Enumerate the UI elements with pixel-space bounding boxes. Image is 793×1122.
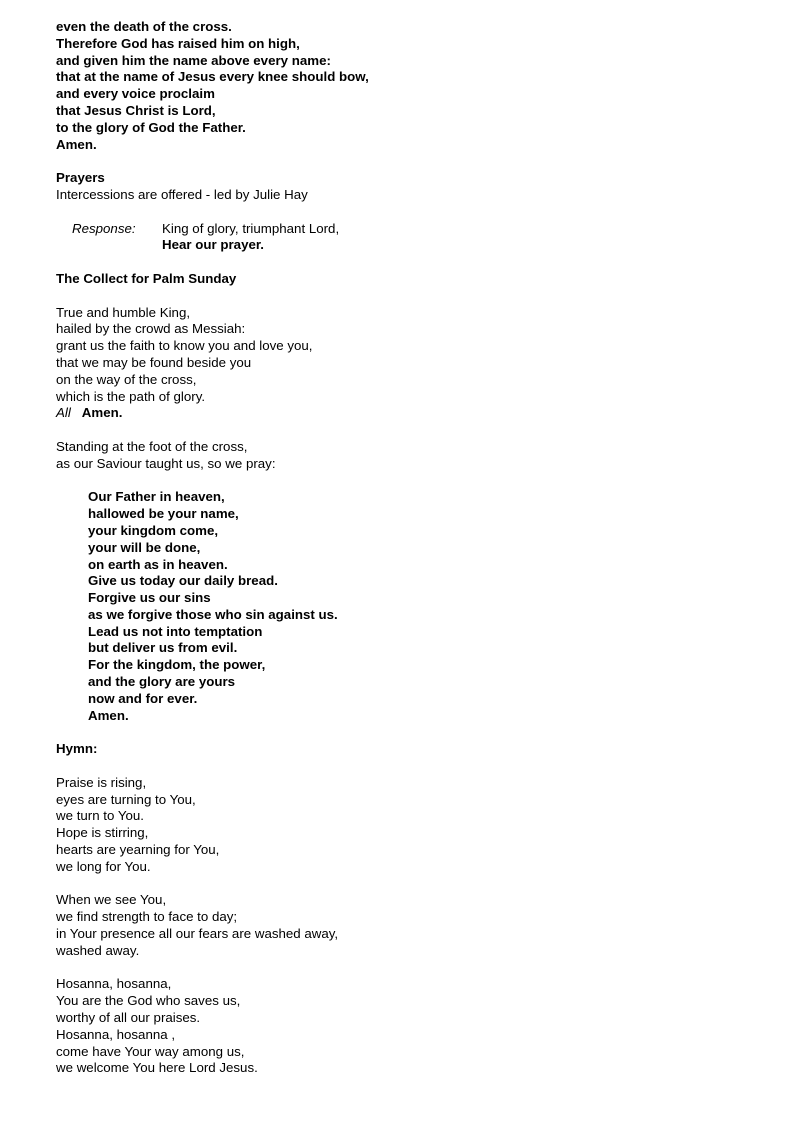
prayers-heading: Prayers [56,170,105,186]
canticle-line: and given him the name above every name: [56,52,331,68]
spacer [56,758,756,775]
hymn-verse-1 [56,775,756,876]
hymn-line: we turn to You. [56,808,144,824]
lords-prayer-line: but deliver us from evil. [88,640,238,656]
hymn-line: we welcome You here Lord Jesus. [56,1060,258,1076]
lords-prayer-line: and the glory are yours [88,674,236,690]
collect-line: on the way of the cross, [56,371,197,387]
lords-prayer-intro: as our Saviour taught us, so we pray: [56,455,276,471]
lords-prayer-line: now and for ever. [88,690,198,706]
collect-line: that we may be found beside you [56,354,252,370]
collect-line: hailed by the crowd as Messiah: [56,321,246,337]
lords-prayer-line: Our Father in heaven, [88,489,225,505]
hymn-line: Hosanna, hosanna, [56,976,172,992]
spacer [56,422,756,439]
lords-prayer-section [56,439,756,725]
spacer [56,960,756,977]
canticle-line: and every voice proclaim [56,86,215,102]
canticle-amen: Amen. [56,136,97,152]
hymn-verse-3 [56,976,756,1077]
collect-amen: Amen. [81,405,123,421]
hymn-line: we find strength to face to day; [56,909,238,925]
response-line-1: King of glory, triumphant Lord, [162,220,340,236]
response-line-2: Hear our prayer. [162,237,264,253]
lords-prayer-amen: Amen. [88,707,129,723]
hymn-line: Hope is stirring, [56,825,149,841]
collect-section [56,271,756,422]
lords-prayer-line: For the kingdom, the power, [88,657,266,673]
canticle-line: that Jesus Christ is Lord, [56,102,216,118]
hymn-line: in Your presence all our fears are washed away, [56,926,339,942]
spacer [56,204,756,221]
spacer [56,153,756,170]
hymn-line: Hosanna, hosanna , [56,1026,176,1042]
hymn-line: Praise is rising, [56,774,147,790]
spacer [56,473,756,490]
canticle-line: even the death of the cross. [56,19,232,34]
lords-prayer-line: your kingdom come, [88,522,219,538]
prayers-subtitle: Intercessions are offered - led by Julie Hay [56,186,308,202]
collect-line: which is the path of glory. [56,388,206,404]
lords-prayer-line: as we forgive those who sin against us. [88,606,338,622]
response-label: Response: [72,220,136,236]
hymn-verse-2 [56,892,756,959]
collect-line: grant us the faith to know you and love you, [56,338,313,354]
collect-heading: The Collect for Palm Sunday [56,270,237,286]
canticle-ending [56,19,756,153]
canticle-line: that at the name of Jesus every knee should bow, [56,69,369,85]
lords-prayer-intro: Standing at the foot of the cross, [56,438,248,454]
lords-prayer-line: your will be done, [88,539,201,555]
lords-prayer-line: Lead us not into temptation [88,623,263,639]
lords-prayer-line: Give us today our daily bread. [88,573,278,589]
hymn-heading: Hymn: [56,741,98,757]
canticle-line: to the glory of God the Father. [56,119,246,135]
prayers-section [56,170,756,254]
hymn-line: You are the God who saves us, [56,993,241,1009]
hymn-line: we long for You. [56,858,151,874]
hymn-line: hearts are yearning for You, [56,842,220,858]
canticle-line: Therefore God has raised him on high, [56,35,300,51]
hymn-line: come have Your way among us, [56,1043,245,1059]
document-page [56,19,756,1077]
spacer [56,254,756,271]
response-row-2 [56,237,756,254]
response-indent [56,237,162,254]
spacer [56,288,756,305]
hymn-line: When we see You, [56,892,167,908]
hymn-line: washed away. [56,942,140,958]
lords-prayer-line: hallowed be your name, [88,506,239,522]
lords-prayer-line: on earth as in heaven. [88,556,228,572]
hymn-line: worthy of all our praises. [56,1010,201,1026]
lords-prayer-line: Forgive us our sins [88,590,211,606]
collect-response [56,405,756,422]
hymn-line: eyes are turning to You, [56,791,196,807]
collect-line: True and humble King, [56,304,191,320]
all-label: All [56,405,71,421]
hymn-section [56,741,756,1077]
spacer [56,724,756,741]
response-row [56,221,756,238]
spacer [56,876,756,893]
